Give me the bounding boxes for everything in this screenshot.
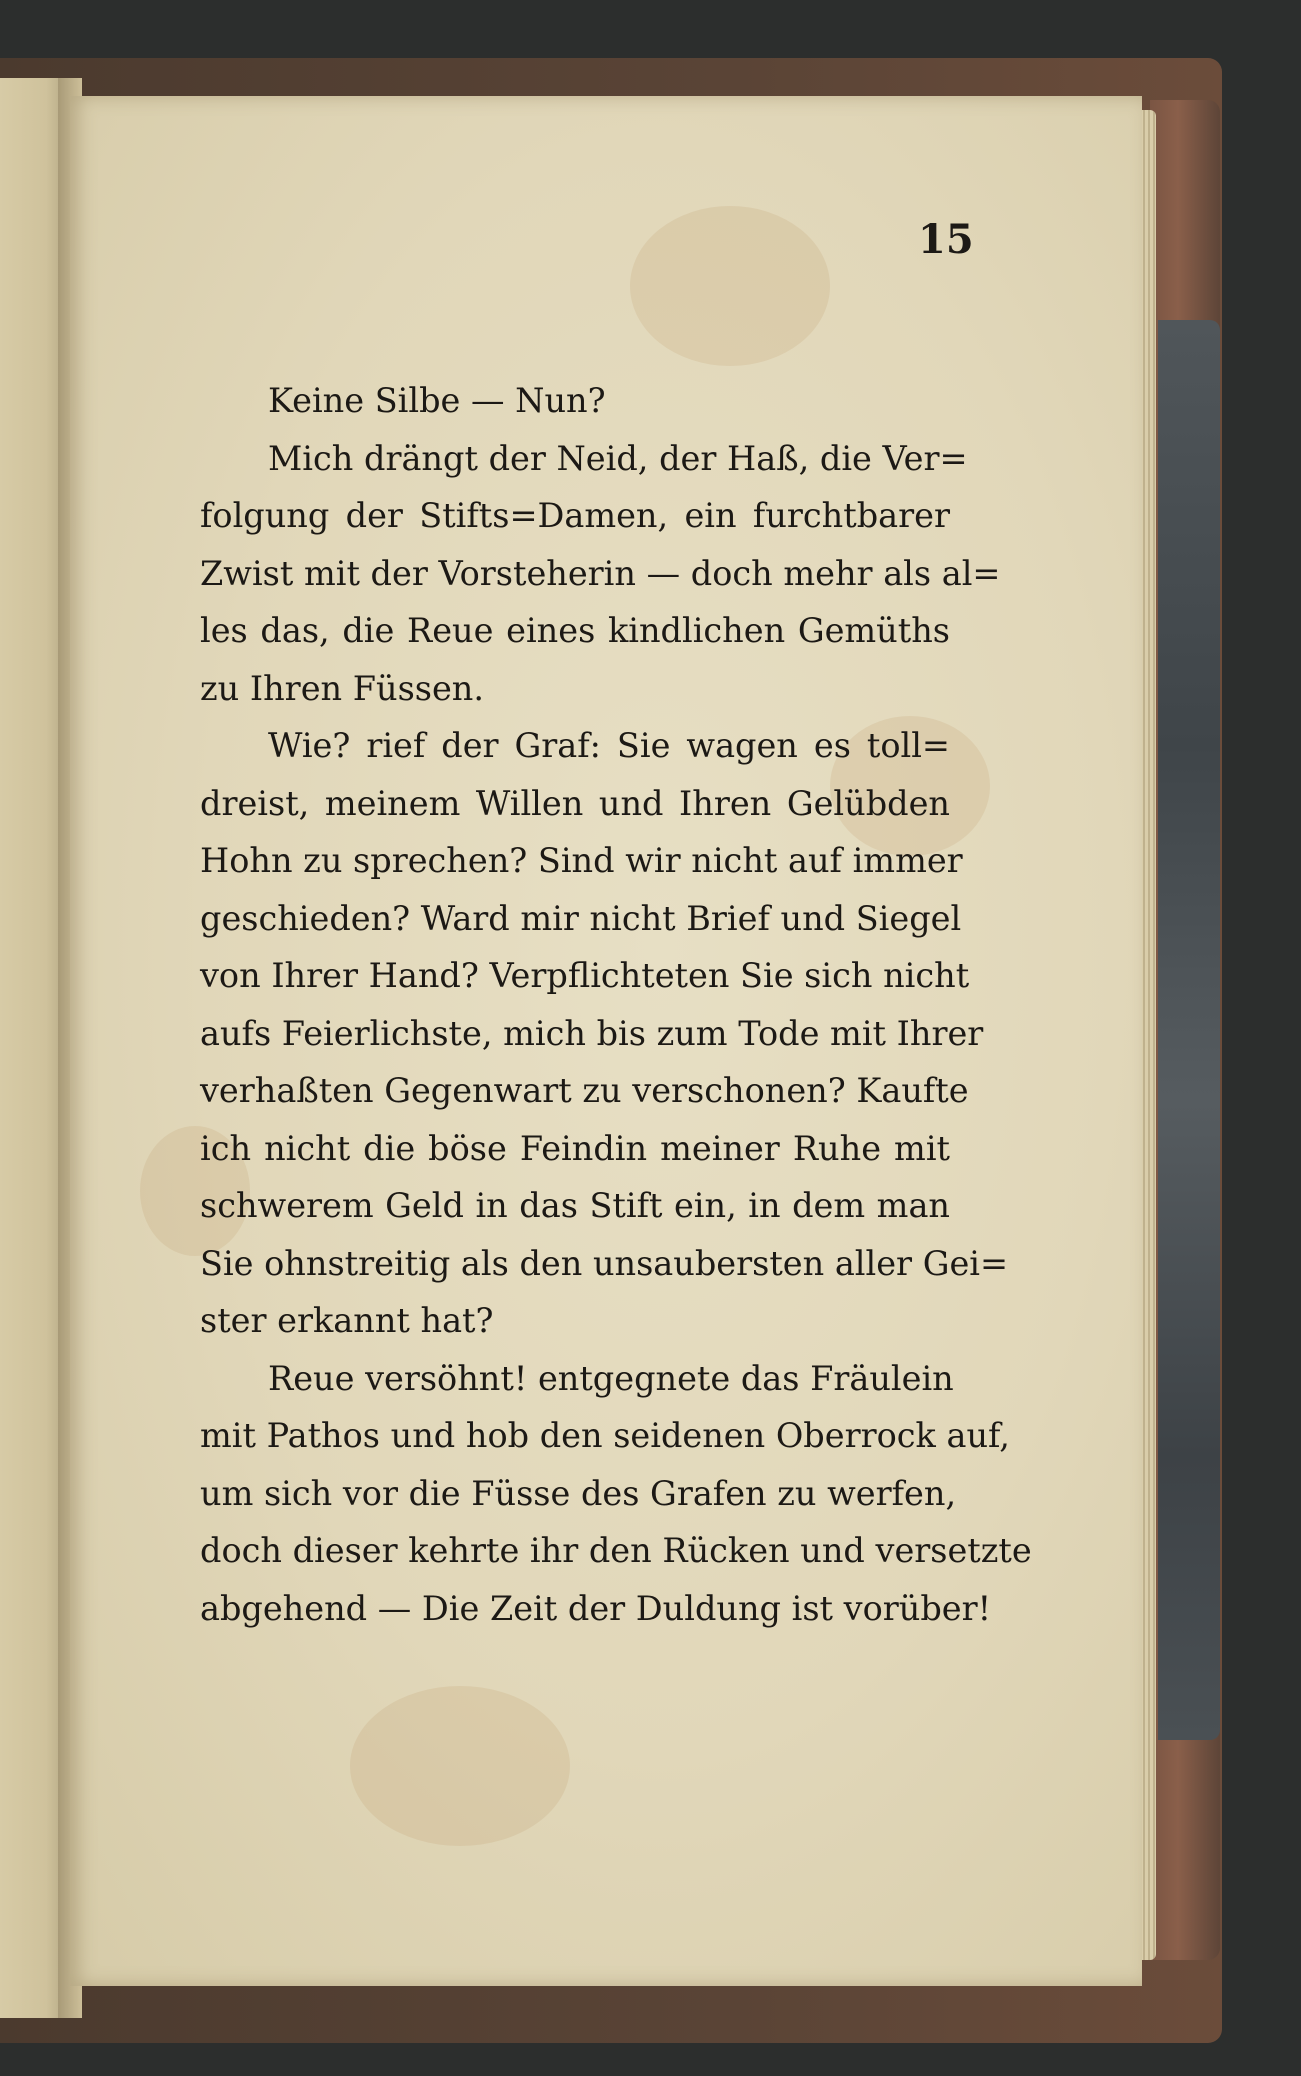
text-line: abgehend — Die Zeit der Duldung ist vorüber! (200, 1588, 992, 1628)
text-line: Zwist mit der Vorsteherin — doch mehr als al= (200, 553, 1001, 593)
paper-stain (350, 1686, 570, 1846)
text-line: zu Ihren Füssen. (200, 668, 484, 708)
text-line: mit Pathos und hob den seidenen Oberrock auf, (200, 1416, 1010, 1455)
text-line: Sie ohnstreitig als den unsaubersten aller Gei= (200, 1243, 1009, 1283)
text-line: dreist, meinem Willen und Ihren Gelübden (200, 783, 950, 823)
text-line: Keine Silbe — Nun? (268, 381, 606, 420)
page-number: 15 (918, 216, 974, 263)
text-line: schwerem Geld in das Stift ein, in dem man (200, 1186, 950, 1225)
text-line: ster erkannt hat? (200, 1301, 494, 1340)
text-line: geschieden? Ward mir nicht Brief und Siegel (200, 898, 962, 938)
text-line: um sich vor die Füsse des Grafen zu werfen, (200, 1473, 957, 1513)
text-line: Wie? rief der Graf: Sie wagen es toll= (268, 726, 950, 765)
text-line: doch dieser kehrte ihr den Rücken und versetzte (200, 1531, 1032, 1570)
text-line: les das, die Reue eines kindlichen Gemüths (200, 611, 950, 650)
text-line: aufs Feierlichste, mich bis zum Tode mit Ihrer (200, 1013, 984, 1053)
marbled-cover-strip (1158, 320, 1220, 1740)
text-line: Reue versöhnt! entgegnete das Fräulein (268, 1358, 954, 1398)
left-page-edge (0, 78, 66, 2018)
text-line: folgung der Stifts=Damen, ein furchtbarer (200, 496, 950, 535)
text-line: Hohn zu sprechen? Sind wir nicht auf immer (200, 841, 963, 880)
body-text (200, 372, 1032, 1637)
text-line: verhaßten Gegenwart zu verschonen? Kaufte (200, 1071, 969, 1110)
text-line: Mich drängt der Neid, der Haß, die Ver= (268, 438, 968, 478)
text-line: von Ihrer Hand? Verpflichteten Sie sich nicht (200, 956, 970, 995)
text-line: ich nicht die böse Feindin meiner Ruhe mit (200, 1128, 950, 1168)
paper-stain (630, 206, 830, 366)
